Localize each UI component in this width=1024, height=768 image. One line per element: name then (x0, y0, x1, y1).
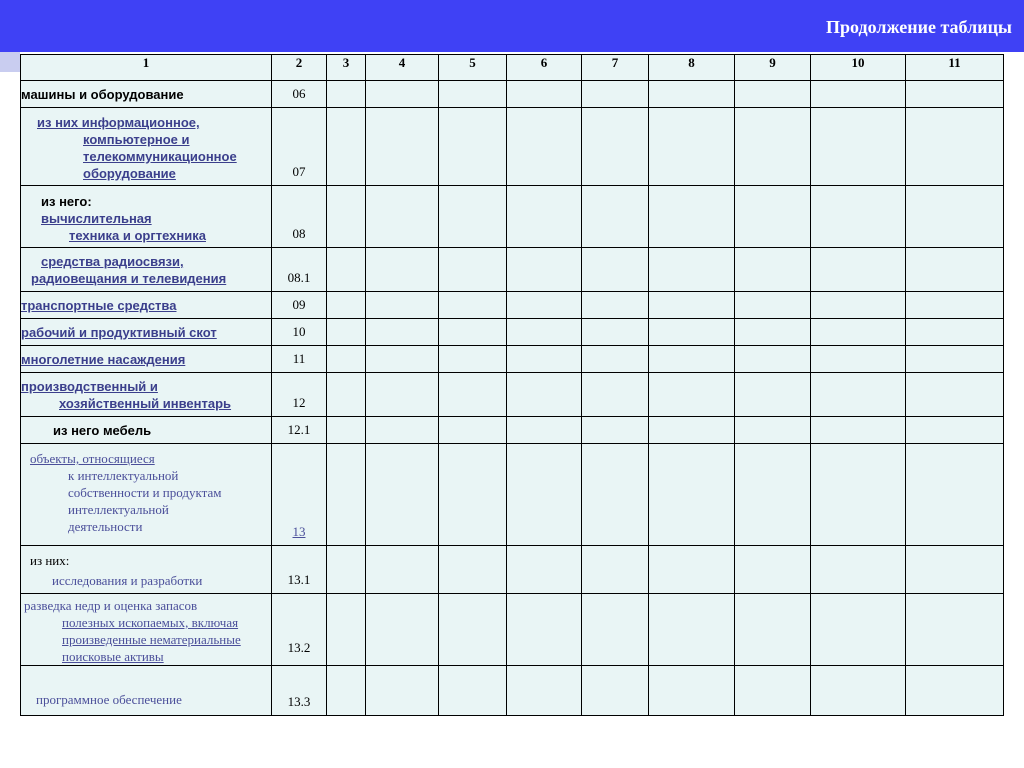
row-label-line: из него мебель (53, 422, 152, 438)
value-cell[interactable] (366, 417, 439, 444)
value-cell[interactable] (439, 248, 507, 292)
value-cell[interactable] (649, 248, 735, 292)
row-label-link[interactable]: вычислительная (41, 211, 152, 226)
value-cell[interactable] (507, 248, 582, 292)
column-header: 8 (649, 55, 735, 81)
value-cell[interactable] (735, 186, 811, 248)
value-cell[interactable] (366, 546, 439, 594)
value-cell[interactable] (439, 319, 507, 346)
value-cell[interactable] (906, 319, 1004, 346)
row-label-link[interactable]: радиовещания и телевидения (31, 271, 227, 286)
row-label (21, 594, 272, 666)
value-cell[interactable] (439, 108, 507, 186)
table-row (21, 444, 1004, 546)
value-cell[interactable] (735, 248, 811, 292)
row-label-link[interactable]: интеллектуальной (68, 502, 169, 517)
row-code: 09 (272, 292, 327, 319)
value-cell[interactable] (735, 666, 811, 716)
row-label-link[interactable]: произведенные нематериальные (62, 632, 241, 647)
value-cell[interactable] (507, 186, 582, 248)
value-cell[interactable] (507, 417, 582, 444)
table-row (21, 319, 1004, 346)
value-cell[interactable] (327, 417, 366, 444)
table-row (21, 417, 1004, 444)
value-cell[interactable] (582, 81, 649, 108)
value-cell[interactable] (811, 319, 906, 346)
value-cell[interactable] (906, 546, 1004, 594)
value-cell[interactable] (439, 186, 507, 248)
value-cell[interactable] (327, 594, 366, 666)
value-cell[interactable] (735, 546, 811, 594)
value-cell[interactable] (366, 319, 439, 346)
value-cell[interactable] (649, 666, 735, 716)
value-cell[interactable] (582, 546, 649, 594)
row-label (21, 319, 272, 346)
value-cell[interactable] (735, 292, 811, 319)
value-cell[interactable] (811, 594, 906, 666)
table-row (21, 108, 1004, 186)
value-cell[interactable] (811, 546, 906, 594)
table-row (21, 666, 1004, 716)
column-header: 2 (272, 55, 327, 81)
value-cell[interactable] (735, 346, 811, 373)
value-cell[interactable] (735, 594, 811, 666)
value-cell[interactable] (811, 108, 906, 186)
value-cell[interactable] (649, 373, 735, 417)
row-code: 07 (272, 108, 327, 186)
column-header: 4 (366, 55, 439, 81)
column-header: 3 (327, 55, 366, 81)
row-label-link[interactable]: программное обеспечение (36, 692, 182, 707)
value-cell[interactable] (582, 108, 649, 186)
row-label-link[interactable]: техника и оргтехника (69, 228, 206, 243)
value-cell[interactable] (811, 444, 906, 546)
value-cell[interactable] (906, 248, 1004, 292)
row-label-line: из них: (30, 553, 70, 568)
value-cell[interactable] (582, 666, 649, 716)
value-cell[interactable] (811, 248, 906, 292)
value-cell[interactable] (811, 346, 906, 373)
value-cell[interactable] (906, 108, 1004, 186)
column-header: 6 (507, 55, 582, 81)
value-cell[interactable] (649, 444, 735, 546)
data-table (20, 54, 1004, 716)
row-label (21, 186, 272, 248)
value-cell[interactable] (507, 81, 582, 108)
value-cell[interactable] (906, 292, 1004, 319)
row-label (21, 666, 272, 716)
value-cell[interactable] (582, 319, 649, 346)
row-label-link[interactable]: из них информационное, (37, 115, 200, 130)
column-header: 7 (582, 55, 649, 81)
header-bar (0, 0, 1024, 52)
value-cell[interactable] (735, 108, 811, 186)
value-cell[interactable] (582, 373, 649, 417)
value-cell[interactable] (507, 292, 582, 319)
row-code: 08.1 (272, 248, 327, 292)
value-cell[interactable] (439, 81, 507, 108)
row-label (21, 373, 272, 417)
value-cell[interactable] (366, 666, 439, 716)
value-cell[interactable] (439, 666, 507, 716)
row-label-link[interactable]: деятельности (68, 519, 143, 534)
row-label-link[interactable]: компьютерное и (83, 132, 190, 147)
value-cell[interactable] (906, 346, 1004, 373)
table-row (21, 546, 1004, 594)
value-cell[interactable] (906, 594, 1004, 666)
value-cell[interactable] (649, 319, 735, 346)
column-header: 11 (906, 55, 1004, 81)
row-code: 13.1 (272, 546, 327, 594)
row-label-link[interactable]: средства радиосвязи, (41, 254, 184, 269)
row-label (21, 546, 272, 594)
value-cell[interactable] (582, 417, 649, 444)
row-label-link[interactable]: многолетние насаждения (21, 351, 186, 367)
value-cell[interactable] (327, 373, 366, 417)
row-code: 13.2 (272, 594, 327, 666)
value-cell[interactable] (327, 108, 366, 186)
value-cell[interactable] (327, 444, 366, 546)
row-label-link[interactable]: производственный и (21, 379, 158, 394)
row-label-link[interactable]: исследования и разработки (52, 573, 203, 588)
row-code: 11 (272, 346, 327, 373)
value-cell[interactable] (366, 248, 439, 292)
row-label (21, 417, 272, 444)
table-row (21, 292, 1004, 319)
value-cell[interactable] (649, 594, 735, 666)
value-cell[interactable] (649, 417, 735, 444)
table-row (21, 373, 1004, 417)
value-cell[interactable] (582, 444, 649, 546)
row-label (21, 444, 272, 546)
row-label (21, 108, 272, 186)
value-cell[interactable] (735, 81, 811, 108)
value-cell[interactable] (582, 594, 649, 666)
value-cell[interactable] (366, 81, 439, 108)
value-cell[interactable] (906, 444, 1004, 546)
value-cell[interactable] (439, 417, 507, 444)
value-cell[interactable] (366, 186, 439, 248)
value-cell[interactable] (327, 346, 366, 373)
column-header: 5 (439, 55, 507, 81)
value-cell[interactable] (906, 373, 1004, 417)
row-code: 12 (272, 373, 327, 417)
row-code: 10 (272, 319, 327, 346)
row-label-link[interactable]: поисковые активы (62, 649, 164, 664)
row-label-link[interactable]: рабочий и продуктивный скот (21, 324, 217, 340)
value-cell[interactable] (507, 444, 582, 546)
value-cell[interactable] (906, 417, 1004, 444)
value-cell[interactable] (439, 444, 507, 546)
row-code: 12.1 (272, 417, 327, 444)
value-cell[interactable] (582, 248, 649, 292)
value-cell[interactable] (507, 546, 582, 594)
value-cell[interactable] (327, 81, 366, 108)
row-label (21, 346, 272, 373)
value-cell[interactable] (439, 292, 507, 319)
value-cell[interactable] (649, 292, 735, 319)
row-label-link[interactable]: к интеллектуальной (68, 468, 179, 483)
value-cell[interactable] (366, 108, 439, 186)
column-header: 9 (735, 55, 811, 81)
row-label-link[interactable]: оборудование (83, 166, 176, 181)
value-cell[interactable] (906, 186, 1004, 248)
value-cell[interactable] (811, 292, 906, 319)
value-cell[interactable] (811, 417, 906, 444)
value-cell[interactable] (366, 292, 439, 319)
value-cell[interactable] (327, 292, 366, 319)
value-cell[interactable] (811, 373, 906, 417)
value-cell[interactable] (327, 666, 366, 716)
value-cell[interactable] (327, 319, 366, 346)
table-row (21, 248, 1004, 292)
value-cell[interactable] (507, 373, 582, 417)
row-label (21, 292, 272, 319)
value-cell[interactable] (439, 594, 507, 666)
row-label-line: машины и оборудование (21, 86, 184, 102)
accent-strip (0, 52, 20, 72)
value-cell[interactable] (735, 417, 811, 444)
column-header: 10 (811, 55, 906, 81)
value-cell[interactable] (906, 666, 1004, 716)
row-code[interactable] (272, 444, 327, 546)
row-code: 06 (272, 81, 327, 108)
value-cell[interactable] (439, 373, 507, 417)
value-cell[interactable] (507, 594, 582, 666)
value-cell[interactable] (327, 186, 366, 248)
row-label-line: из него: (41, 194, 92, 209)
row-label-link[interactable]: собственности и продуктам (68, 485, 222, 500)
value-cell[interactable] (649, 546, 735, 594)
value-cell[interactable] (366, 444, 439, 546)
row-label (21, 248, 272, 292)
table-row (21, 186, 1004, 248)
value-cell[interactable] (582, 346, 649, 373)
value-cell[interactable] (735, 373, 811, 417)
row-code: 08 (272, 186, 327, 248)
row-label (21, 81, 272, 108)
value-cell[interactable] (582, 292, 649, 319)
column-header: 1 (21, 55, 272, 81)
row-label-link[interactable]: разведка недр и оценка запасов (24, 598, 198, 613)
value-cell[interactable] (582, 186, 649, 248)
value-cell[interactable] (649, 81, 735, 108)
value-cell[interactable] (366, 346, 439, 373)
page-title: Продолжение таблицы (825, 17, 1012, 37)
table-header-row (21, 55, 1004, 81)
row-code: 13.3 (272, 666, 327, 716)
value-cell[interactable] (327, 248, 366, 292)
row-label-link[interactable]: телекоммуникационное (83, 149, 237, 164)
row-label-link[interactable]: хозяйственный инвентарь (59, 396, 232, 411)
value-cell[interactable] (649, 186, 735, 248)
value-cell[interactable] (439, 346, 507, 373)
value-cell[interactable] (439, 546, 507, 594)
value-cell[interactable] (735, 444, 811, 546)
value-cell[interactable] (811, 81, 906, 108)
row-code-link[interactable]: 13 (292, 524, 306, 539)
row-label-link[interactable]: полезных ископаемых, включая (62, 615, 239, 630)
value-cell[interactable] (366, 373, 439, 417)
value-cell[interactable] (327, 546, 366, 594)
value-cell[interactable] (811, 666, 906, 716)
table-row (21, 81, 1004, 108)
value-cell[interactable] (507, 319, 582, 346)
value-cell[interactable] (649, 108, 735, 186)
row-label-link[interactable]: транспортные средства (21, 297, 177, 313)
table-row (21, 346, 1004, 373)
value-cell[interactable] (507, 346, 582, 373)
row-label-link[interactable]: объекты, относящиеся (30, 451, 155, 466)
value-cell[interactable] (366, 594, 439, 666)
value-cell[interactable] (507, 666, 582, 716)
value-cell[interactable] (735, 319, 811, 346)
value-cell[interactable] (649, 346, 735, 373)
value-cell[interactable] (906, 81, 1004, 108)
value-cell[interactable] (811, 186, 906, 248)
table-row (21, 594, 1004, 666)
value-cell[interactable] (507, 108, 582, 186)
